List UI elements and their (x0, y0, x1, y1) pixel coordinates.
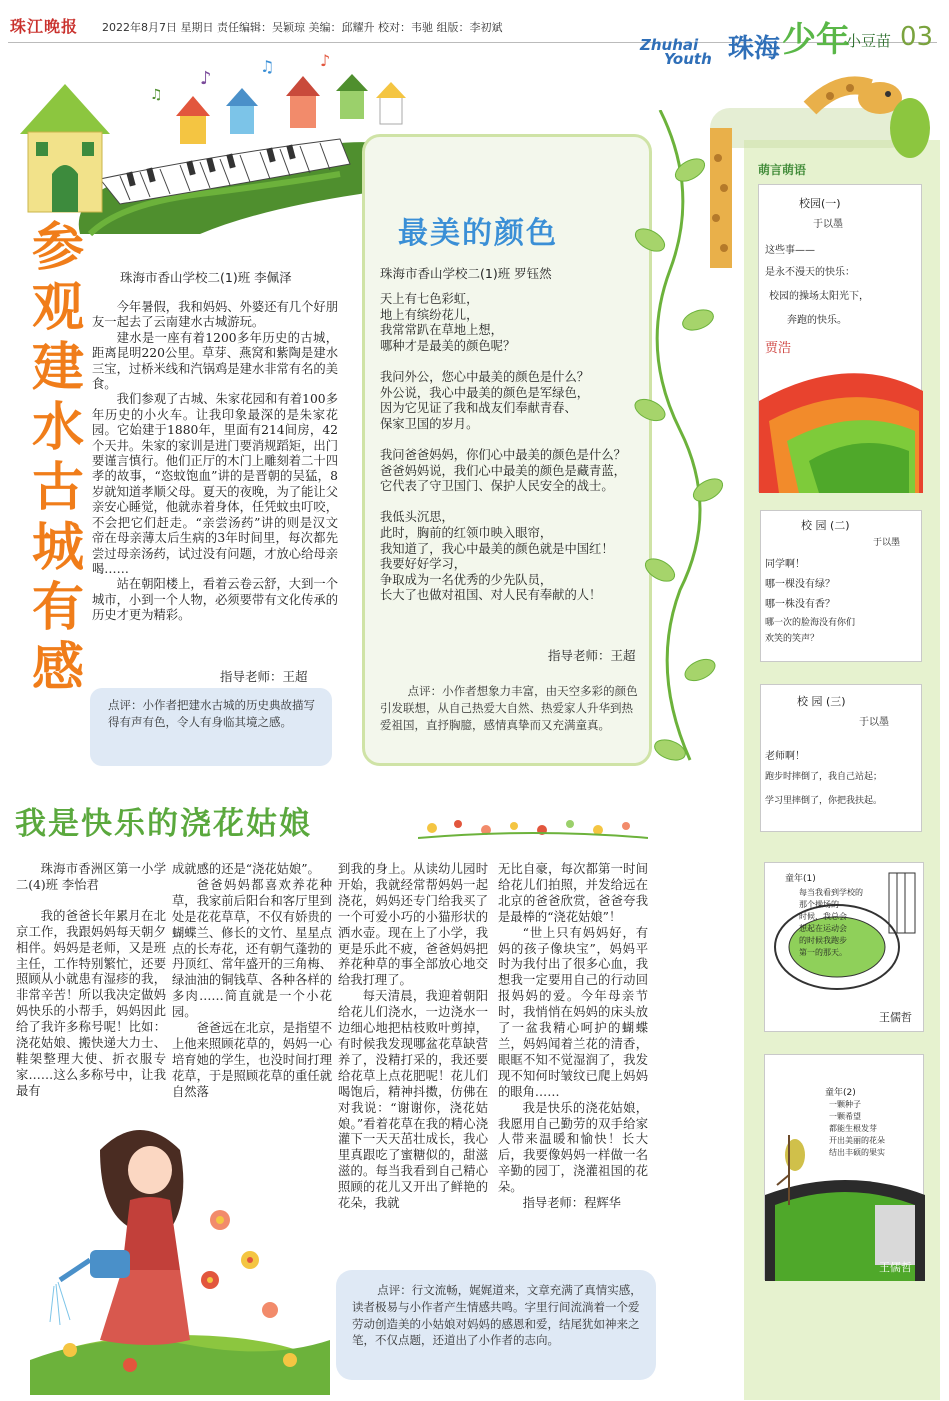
article3-author: 珠海市香洲区第一小学二(4)班 李怡君 (16, 862, 166, 892)
drawing3-line: 跑步时摔倒了，我自己站起； (765, 772, 883, 782)
drawing1-sign: 贾浩 (765, 341, 792, 356)
header-meta: 2022年8月7日 星期日 责任编辑：吴颖琼 美编：邱耀升 校对：韦驰 组版：李初斌 (102, 21, 503, 34)
article1-teacher: 指导老师：王超 (220, 669, 308, 684)
drawing2-title: 校 园 (二) (801, 519, 850, 532)
drawing4-credit: 王儒哲 (879, 1011, 912, 1024)
drawing4-heading: 童年(1) (785, 874, 816, 884)
article3-paragraph: 我的爸爸长年累月在北京工作，我跟妈妈每天朝夕相伴。妈妈是老师，又是班主任，工作特别繁忙，还要照顾从小就患有湿疹的我，非常辛苦！所以我决定做妈妈快乐的小帮手，妈妈因此给了我许多称号呢！比如：浇花姑娘、搬快递大力士、鞋架整理大使、折衣服专家……这么多称号中，让我最有 (16, 908, 166, 1098)
article1-paragraph: 我们参观了古城、朱家花园和有着100多年历史的小火车。让我印象最深的是朱家花园。它始建于1880年，里面有214间房，42个天井。朱家的家训是进门要消规蹈矩，出门要谨言慎行。他们正厅的木门上雕刻着二十四孝的故事，“恣蚊饱血”讲的是晋朝的吴猛，8岁就知道孝顺父母。夏天的夜晚，为了能让父亲安心睡觉，他就赤着身体，任凭蚊虫叮咬，不会把它们赶走。“亲尝汤药”讲的则是汉文帝在母亲薄太后生病的3年时间里，每次都先尝过母亲汤药，试过没有问题，才放心给母亲喝…… (92, 392, 338, 576)
svg-text:♫: ♫ (150, 87, 163, 103)
article1-comment: 点评：小作者把建水古城的历史典故描写得有声有色，令人有身临其境之感。 (108, 698, 315, 729)
poem-stanza: 天上有七色彩虹， 地上有缤纷花儿， 我常常趴在草地上想， 哪种才是最美的颜色呢？ (380, 292, 516, 353)
sidebar-label: 萌言萌语 (758, 163, 807, 177)
article3-paragraph: 我是快乐的浇花姑娘，我愿用自己勤劳的双手给家人带来温暖和愉快！长大后，我要像妈妈一样做一名辛勤的园丁，浇灌祖国的花朵。 (498, 1100, 648, 1195)
drawing4-line: 第一的那天。 (799, 948, 847, 957)
article3-paragraph: 无比自豪，每次都第一时间给花儿们拍照，并发给远在北京的爸爸欣赏，爸爸夸我是最棒的“浇花姑娘”！ (498, 862, 648, 924)
drawing1-name: 于以墨 (813, 219, 843, 230)
brand-english (640, 38, 712, 66)
student-drawing-4 (764, 862, 924, 1032)
drawing3-line: 老师啊！ (765, 751, 805, 762)
drawing4-line: 的时候我跑步 (799, 936, 847, 945)
article3-paragraph: 到我的身上。从读幼儿园时开始，我就经常帮妈妈一起浇花，妈妈还专门给我买了一个可爱小巧的小猫形状的洒水壶。现在上了小学，我更是乐此不疲，爸爸妈妈把养花种草的事全部放心地交给我打理了。 (338, 862, 488, 988)
drawing1-line: 是永不漫天的快乐： (765, 267, 855, 278)
drawing3-title: 校 园 (三) (797, 695, 846, 708)
drawing5-line: 结出丰硕的果实 (829, 1148, 885, 1157)
article1-body (92, 300, 338, 624)
poem-stanza: 我低头沉思， 此时，胸前的红领巾映入眼帘， 我知道了，我心中最美的颜色就是中国红！ 我要好好学习， 争取成为一名优秀的少先队员， 长大了也做对祖国、对人民有奉献的人！ (380, 510, 614, 603)
masthead-logo: 珠江晚报 (10, 17, 79, 36)
poem-stanza: 我问爸爸妈妈，你们心中最美的颜色是什么？ 爸爸妈妈说，我们心中最美的颜色是藏青蓝， 它代表了守卫国门、保护人民安全的战士。 (380, 447, 626, 494)
drawing1-line: 这些事—— (765, 245, 815, 256)
brand-english-1: Zhuhai (640, 36, 699, 54)
article3-paragraph: 成就感的还是“浇花姑娘”。 (172, 862, 320, 876)
drawing4-line: 那个操场的 (799, 900, 839, 909)
article3-column-4 (498, 862, 648, 1212)
svg-text:♫: ♫ (260, 57, 275, 76)
article3-column-3 (338, 862, 488, 1212)
drawing5-credit: 王儒哲 (879, 1261, 912, 1274)
drawing2-line: 哪一次的脸海没有你们 (765, 618, 856, 628)
article2-body (380, 292, 645, 619)
drawing2-name: 于以墨 (873, 538, 901, 548)
drawing3-name: 于以墨 (859, 717, 889, 728)
article3-paragraph: 爸爸妈妈都喜欢养花种草，我家前后阳台和客厅里到处是花花草草，不仅有娇贵的蝴蝶兰、修长的文竹、星星点点的长寿花，还有朝气蓬勃的丹顶红、常年盛开的三角梅、绿油油的铜钱草、各种各样的多肉……简直就是一个小花园。 (172, 877, 332, 1020)
article3-teacher: 指导老师：程辉华 (522, 1196, 621, 1211)
article1-title: 参观建水古城有感 (31, 218, 84, 698)
article2-teacher: 指导老师：王超 (548, 648, 636, 663)
brand-chinese-2: 少年 (782, 20, 850, 60)
drawing1-line: 校园的操场太阳光下， (769, 291, 869, 302)
article3-paragraph: 每天清晨，我迎着朝阳给花儿们浇水，一边浇水一边细心地把枯枝败叶剪掉，有时候我发现哪盆花草缺营养了，没精打采的，我还要给花草上点花肥呢！花儿们喝饱后，精神抖擞，仿佛在对我说：“谢谢你，浇花姑娘。”看着花草在我的精心浇灌下一天天茁壮成长，我心里真跟吃了蜜糖似的，甜滋滋的。每当我看到自己精心照顾的花儿又开出了鲜艳的花朵，我就 (338, 989, 488, 1211)
drawing2-line: 哪一株没有香？ (765, 599, 835, 610)
drawing5-heading: 童年(2) (825, 1088, 856, 1098)
running-track-drawing (759, 361, 923, 493)
article3-comment: 点评：行文流畅，娓娓道来，文章充满了真情实感，读者极易与小作者产生情感共鸣。字里行间流淌着一个爱劳动创造美的小姑娘对妈妈的感恩和爱，结尾犹如神来之笔，不仅点题，还道出了小作者的志向。 (352, 1283, 642, 1348)
article1-paragraph: 站在朝阳楼上，看着云卷云舒，大到一个城市，小到一个人物，必须要带有文化传承的历史才更为精彩。 (92, 577, 338, 623)
student-drawing-1 (758, 184, 922, 492)
girl-watering-illustration (30, 1110, 330, 1395)
article2-author: 珠海市香山学校二(1)班 罗钰然 (380, 266, 552, 281)
drawing4-line: 时候，我总会 (799, 912, 847, 921)
svg-text:♪: ♪ (200, 68, 212, 89)
article1-paragraph: 建水是一座有着1200多年历史的古城，距离昆明220公里。草芽、燕窝和紫陶是建水三宝，过桥米线和汽锅鸡是建水非常有名的美食。 (92, 330, 338, 392)
article2-comment: 点评：小作者想象力丰富，由天空多彩的颜色引发联想，从自己热爱大自然、热爱家人升华到热爱祖国，直抒胸臆，感情真挚而又充满童真。 (380, 684, 638, 732)
article1-paragraph: 今年暑假，我和妈妈、外婆还有几个好朋友一起去了云南建水古城游玩。 (92, 300, 338, 330)
section-name: 小豆苗 (846, 32, 892, 50)
drawing5-line: 都能生根发芽 (829, 1124, 877, 1133)
drawing4-line: 想起在运动会 (799, 924, 847, 933)
article3-paragraph: “世上只有妈妈好，有妈的孩子像块宝”，妈妈平时为我付出了很多心血，我想我一定要用自己的行动回报妈妈的爱。今年母亲节时，我悄悄在妈妈的床头放了一盆我精心呵护的蝴蝶兰，妈妈闻着兰花的清香，眼眶不知不觉湿润了，我发现不知何时皱纹已爬上妈妈的眼角…… (498, 925, 648, 1099)
drawing5-line: 开出美丽的花朵 (829, 1136, 885, 1145)
student-drawing-5 (764, 1054, 924, 1280)
student-drawing-2 (760, 510, 922, 662)
drawing4-line: 每当我看到学校的 (799, 888, 863, 897)
drawing2-line: 同学啊！ (765, 559, 805, 570)
poem-stanza: 我问外公，您心中最美的颜色是什么？ 外公说，我心中最美的颜色是军绿色， 因为它见证了我和战友们奉献青春、 保家卫国的岁月。 (380, 369, 590, 431)
article3-column-1 (16, 862, 166, 1100)
drawing3-line: 学习里摔倒了，你把我扶起。 (765, 796, 883, 806)
page-number: 03 (900, 22, 934, 52)
drawing1-line: 奔跑的快乐。 (787, 315, 847, 326)
flower-border-decoration (418, 808, 648, 848)
article3-title: 我是快乐的浇花姑娘 (15, 806, 312, 842)
article3-column-2 (172, 862, 332, 1101)
brand-english-2: Youth (664, 50, 712, 68)
article3-paragraph: 爸爸远在北京，是指望不上他来照顾花草的，妈妈一心培育她的学生，也没时间打理花草，于是照顾花草的重任就自然落 (172, 1021, 332, 1099)
article2-title: 最美的颜色 (398, 216, 558, 251)
student-drawing-3 (760, 684, 922, 832)
svg-text:♪: ♪ (320, 51, 331, 70)
drawing5-line: 一颗希望 (829, 1112, 861, 1121)
drawing1-title: 校园(一) (799, 197, 841, 210)
article1-author: 珠海市香山学校二(1)班 李佩泽 (120, 270, 292, 285)
drawing2-line: 欢笑的笑声？ (765, 634, 820, 644)
drawing2-line: 哪一棵没有绿？ (765, 579, 835, 590)
drawing5-line: 一颗种子 (829, 1100, 861, 1109)
brand-chinese: 珠海 (728, 34, 781, 64)
